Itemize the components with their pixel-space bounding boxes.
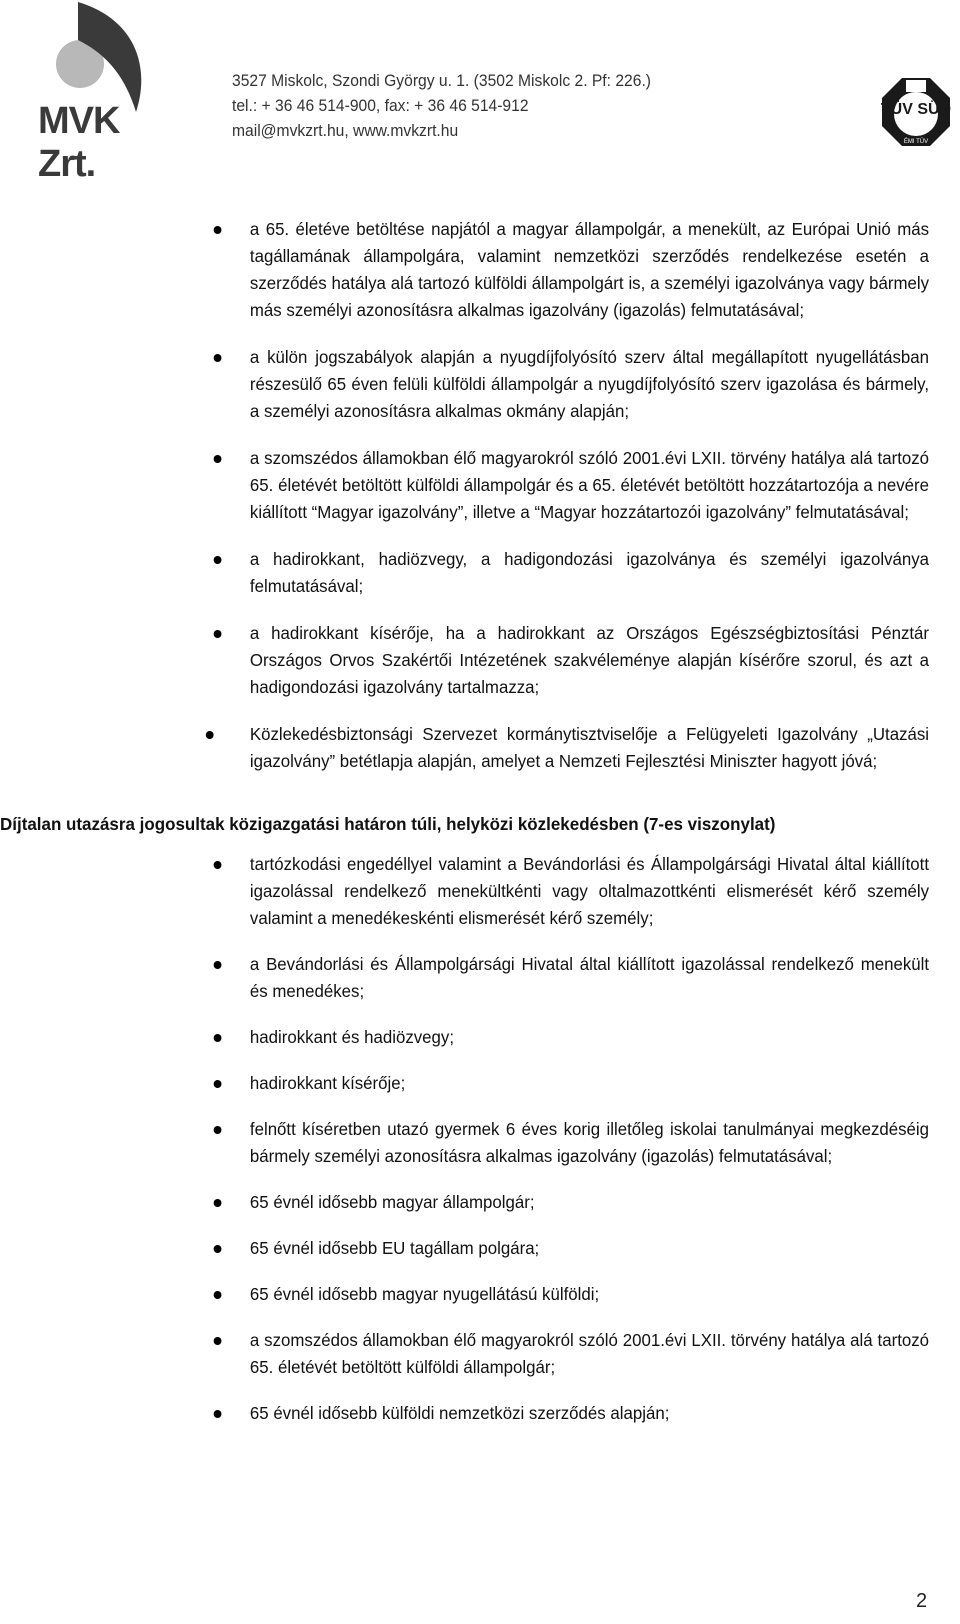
company-logo (18, 0, 178, 185)
logo-text: MVK Zrt. (38, 100, 120, 185)
bullet-icon (214, 1126, 222, 1134)
bullet-icon (214, 961, 222, 969)
list-item: a Bevándorlási és Állampolgársági Hivatal által kiállított igazolással rendelkező menekült és menedékes; (0, 951, 941, 1005)
section-heading: Díjtalan utazásra jogosultak közigazgatási határon túli, helyközi közlekedésben (7-es viszonylat) (0, 814, 776, 834)
list-item: a 65. életéve betöltése napjától a magyar állampolgár, a menekült, az Európai Unió más tagállamának állampolgára, valamint nemzetközi szerződés rendelkezése esetén a szerződés hatálya alá tartozó külföldi állampolgárt is, a személyi igazolványa vagy bármely más személyi azonosításra alkalmas igazolvány (igazolás) felmutatásával; (0, 216, 941, 324)
list-item: Közlekedésbiztonsági Szervezet kormánytisztviselője a Felügyeleti Igazolvány „Utazási igazolvány” betétlapja alapján, amelyet a Nemzeti Fejlesztési Miniszter hagyott jóvá; (0, 721, 941, 775)
tuv-badge-sub: ÉMI TÜV (903, 139, 929, 145)
bullet-icon (214, 226, 222, 234)
bullet-icon (214, 1080, 222, 1088)
address-line: 3527 Miskolc, Szondi György u. 1. (3502 Miskolc 2. Pf: 226.) (232, 71, 652, 90)
bullet-icon (214, 630, 222, 638)
bullet-icon (214, 556, 222, 564)
list-item: felnőtt kíséretben utazó gyermek 6 éves korig illetőleg iskolai tanulmányai megkezdéséig bármely személyi azonosításra alkalmas igazolvány (igazolás) felmutatásával; (0, 1116, 941, 1170)
email-web-line: mail@mvkzrt.hu, www.mvkzrt.hu (232, 121, 459, 140)
tuv-certification-badge (880, 76, 952, 148)
bullet-icon (214, 354, 222, 362)
tuv-badge-label: TÜV SÜD (880, 101, 952, 118)
list-item: a hadirokkant kísérője, ha a hadirokkant az Országos Egészségbiztosítási Pénztár Országos Orvos Szakértői Intézetének szakvéleménye alapján kísérőre szorul, és azt a hadigondozási igazolvány tartalmazza; (0, 620, 941, 701)
list-item: 65 évnél idősebb magyar nyugellátású külföldi; (0, 1281, 941, 1308)
list-item: 65 évnél idősebb EU tagállam polgára; (0, 1235, 941, 1262)
list-item: hadirokkant és hadiözvegy; (0, 1024, 941, 1051)
eligibility-list-intercity (0, 851, 960, 1427)
bullet-icon (214, 861, 222, 869)
bullet-icon (214, 1337, 222, 1345)
phone-line: tel.: + 36 46 514-900, fax: + 36 46 514-912 (232, 96, 529, 115)
eligibility-list-local (0, 216, 960, 775)
bullet-icon (214, 1034, 222, 1042)
bullet-icon (214, 1199, 222, 1207)
page-number: 2 (916, 1590, 928, 1612)
list-item: a külön jogszabályok alapján a nyugdíjfolyósító szerv által megállapított nyugellátásban részesülő 65 éven felüli külföldi állampolgár a nyugdíjfolyósító szerv igazolása és bármely, a személyi azonosításra alkalmas okmány alapján; (0, 344, 941, 425)
list-item: hadirokkant kísérője; (0, 1070, 941, 1097)
bullet-icon (206, 731, 214, 739)
tuv-badge-icon (880, 76, 952, 148)
bullet-icon (214, 1410, 222, 1418)
list-item: tartózkodási engedéllyel valamint a Bevándorlási és Állampolgársági Hivatal által kiállított igazolással rendelkező menekültkénti vagy oltalmazottkénti elismerését kérő személy valamint a menedékeskénti elismerését kérő személy; (0, 851, 941, 932)
list-item: a szomszédos államokban élő magyarokról szóló 2001.évi LXII. törvény hatálya alá tartozó 65. életévét betöltött külföldi állampolgár és a 65. életévét betöltött hozzátartozója a nevére kiállított “Magyar igazolvány”, illetve a “Magyar hozzátartozói igazolvány” felmutatásával; (0, 445, 941, 526)
bullet-icon (214, 455, 222, 463)
list-item: 65 évnél idősebb külföldi nemzetközi szerződés alapján; (0, 1400, 941, 1427)
contact-block (232, 68, 651, 143)
list-item: 65 évnél idősebb magyar állampolgár; (0, 1189, 941, 1216)
page-header (0, 0, 960, 185)
bullet-icon (214, 1291, 222, 1299)
list-item: a szomszédos államokban élő magyarokról szóló 2001.évi LXII. törvény hatálya alá tartozó 65. életévét betöltött külföldi állampolgár; (0, 1327, 941, 1381)
bullet-icon (214, 1245, 222, 1253)
document-body (0, 216, 960, 1446)
list-item: a hadirokkant, hadiözvegy, a hadigondozási igazolványa és személyi igazolványa felmutatásával; (0, 546, 941, 600)
